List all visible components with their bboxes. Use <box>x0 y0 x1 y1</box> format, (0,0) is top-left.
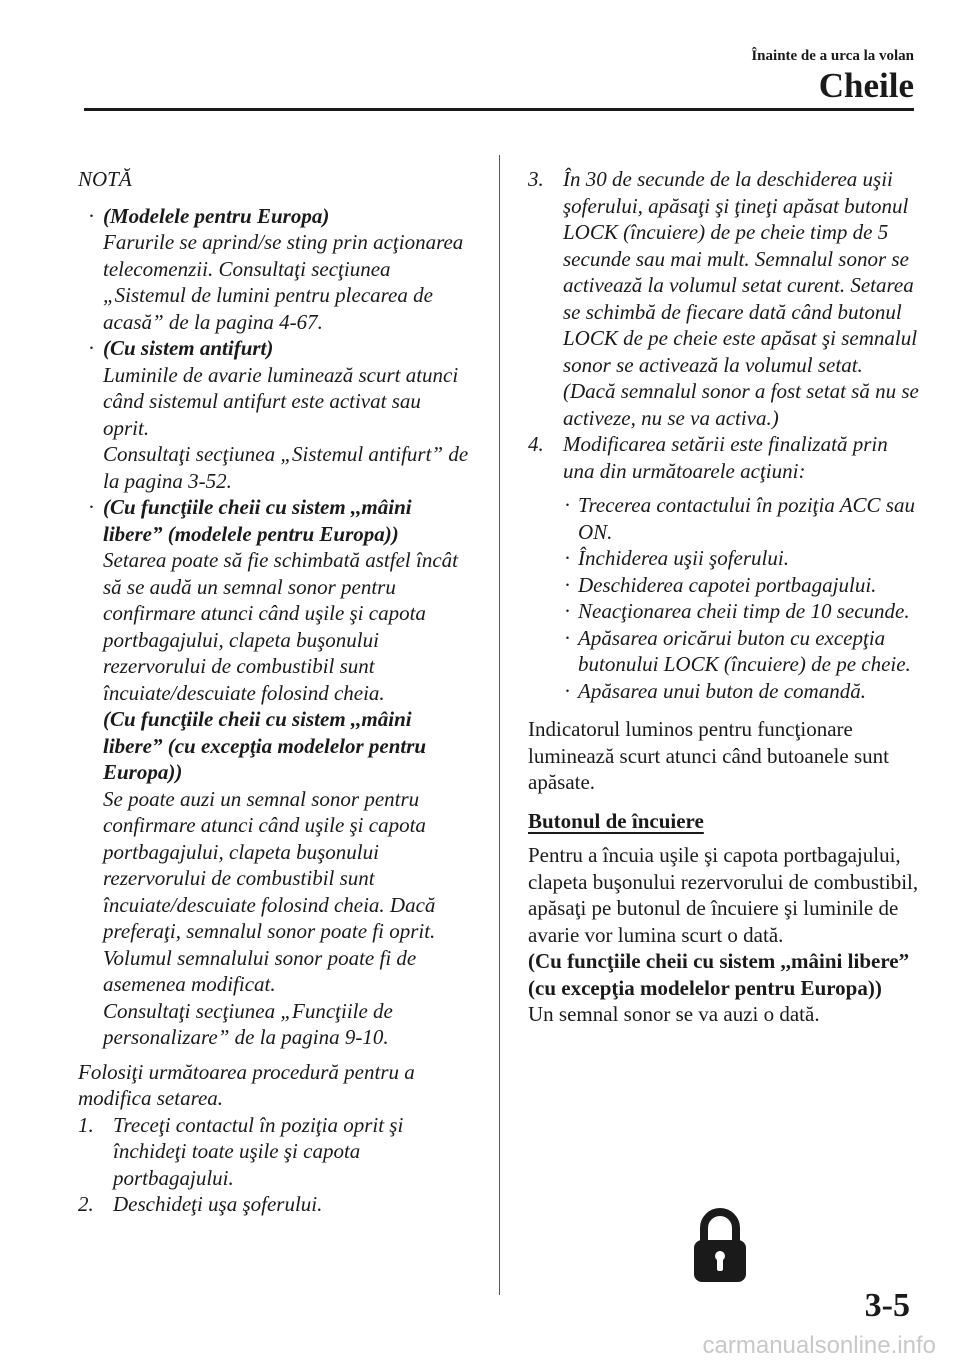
bullet-dot: · <box>564 678 571 703</box>
step-number: 3. <box>528 167 544 191</box>
step4-option-text: Neacţionarea cheii timp de 10 secunde. <box>578 599 910 623</box>
note-bullet-text: Setarea poate să fie schimbată astfel încât să se audă un semnal sonor pentru confirmare atunci când uşile şi capota portbagajului, clapeta buşonului rezervorului de combustibil sunt încuiate/descuiate folosind cheia. <box>103 548 459 705</box>
procedure-step <box>528 431 920 484</box>
step-text: Deschideţi uşa şoferului. <box>113 1192 323 1216</box>
bullet-dot: · <box>564 572 571 597</box>
note-bullet-heading: (Cu sistem antifurt) <box>103 336 274 360</box>
step4-option <box>528 545 920 572</box>
step4-option <box>528 598 920 625</box>
bullet-dot: · <box>88 495 95 519</box>
indicator-text: Indicatorul luminos pentru funcţionare luminează scurt atunci când butoanele sunt apăsate. <box>528 717 889 794</box>
section-label: Înainte de a urca la volan <box>751 48 914 64</box>
note-bullet-text: Luminile de avarie luminează scurt atunci când sistemul antifurt este activat sau oprit. <box>103 362 459 440</box>
procedure-step <box>528 166 920 431</box>
procedure-step <box>78 1112 472 1192</box>
lock-button-subtext: Un semnal sonor se va auzi o dată. <box>528 1002 820 1026</box>
note-bullet-heading: (Modelele pentru Europa) <box>103 203 330 228</box>
page-number: 3-5 <box>864 1287 910 1324</box>
step4-option <box>528 572 920 599</box>
lock-button-text: Pentru a încuia uşile şi capota portbagajului, clapeta buşonului rezervorului de combustibil, apăsaţi pe butonul de încuiere şi luminile de avarie vor lumina scurt o dată. <box>528 843 919 947</box>
note-bullet-europe <box>78 203 472 336</box>
note-bullet-keyless <box>78 494 472 1051</box>
bullet-dot: · <box>564 625 571 650</box>
step-number: 2. <box>78 1192 94 1216</box>
column-divider <box>499 155 500 1295</box>
bullet-dot: · <box>564 546 571 570</box>
page-title: Cheile <box>818 66 914 105</box>
note-bullet-reference: Consultaţi secţiunea „Funcţiile de personalizare” de la pagina 9-10. <box>103 998 393 1049</box>
step4-option <box>528 492 920 545</box>
step4-option <box>528 625 920 678</box>
bullet-dot: · <box>564 599 571 623</box>
step-number: 4. <box>528 432 544 456</box>
procedure-step <box>78 1191 472 1218</box>
step-text: Modificarea setării este finalizată prin una din următoarele acţiuni: <box>563 432 888 483</box>
step4-option-text: Închiderea uşii şoferului. <box>578 546 789 570</box>
bullet-dot: · <box>564 493 571 517</box>
bullet-dot: · <box>88 203 95 228</box>
step4-option-text: Apăsarea oricărui buton cu excepţia butonului LOCK (încuiere) de pe cheie. <box>578 625 911 676</box>
step-number: 1. <box>78 1112 94 1137</box>
lock-icon <box>692 1206 748 1284</box>
step4-option-text: Deschiderea capotei portbagajului. <box>578 572 877 597</box>
note-bullet-heading-2: (Cu funcţiile cheii cu sistem ,,mâini libere” (cu excepţia modelelor pentru Europa)) <box>103 707 427 784</box>
note-bullet-heading: (Cu funcţiile cheii cu sistem ,,mâini libere” (modelele pentru Europa)) <box>103 495 412 546</box>
step4-option-text: Trecerea contactului în poziţia ACC sau ON. <box>578 493 915 544</box>
step4-option <box>528 678 920 705</box>
header-rule <box>84 108 914 111</box>
procedure-intro: Folosiţi următoarea procedură pentru a modifica setarea. <box>78 1059 415 1110</box>
step4-option-text: Apăsarea unui buton de comandă. <box>578 678 866 703</box>
lock-button-heading: Butonul de încuiere <box>528 808 704 833</box>
lock-button-subheading: (Cu funcţiile cheii cu sistem ,,mâini libere” (cu excepţia modelelor pentru Europa)) <box>528 949 910 1000</box>
note-bullet-text: Farurile se aprind/se sting prin acţionarea telecomenzii. Consultaţi secţiunea „Sistemul de lumini pentru plecarea de acasă” de la pagina 4-67. <box>103 230 464 334</box>
left-column <box>78 166 472 1218</box>
note-bullet-reference: Consultaţi secţiunea „Sistemul antifurt” de la pagina 3-52. <box>103 442 469 493</box>
note-title: NOTĂ <box>78 167 132 191</box>
note-bullet-text-2: Se poate auzi un semnal sonor pentru confirmare atunci când uşile şi capota portbagajului, clapeta buşonului rezervorului de combustibil sunt încuiate/descuiate folosind cheia. Dacă preferaţi, semnalul sonor poate fi oprit. Volumul semnalului sonor poate fi de asemenea modificat. <box>103 786 436 996</box>
step-text: Treceţi contactul în poziţia oprit şi închideţi toate uşile şi capota portbagajului. <box>113 1112 404 1190</box>
bullet-dot: · <box>88 336 95 360</box>
right-column <box>528 166 920 1028</box>
step-text: În 30 de secunde de la deschiderea uşii şoferului, apăsaţi şi ţineţi apăsat butonul LOCK (încuiere) de pe cheie timp de 5 secunde sau mai mult. Semnalul sonor se activează la volumul setat curent. Setarea se schimbă de fiecare dată când butonul LOCK de pe cheie este apăsat şi semnalul sonor se activează la volumul setat. (Dacă semnalul sonor a fost setat să nu se activeze, nu se va activa.) <box>563 167 919 430</box>
watermark: carmanualsonline.info <box>702 1332 936 1359</box>
note-bullet-antitheft <box>78 335 472 494</box>
